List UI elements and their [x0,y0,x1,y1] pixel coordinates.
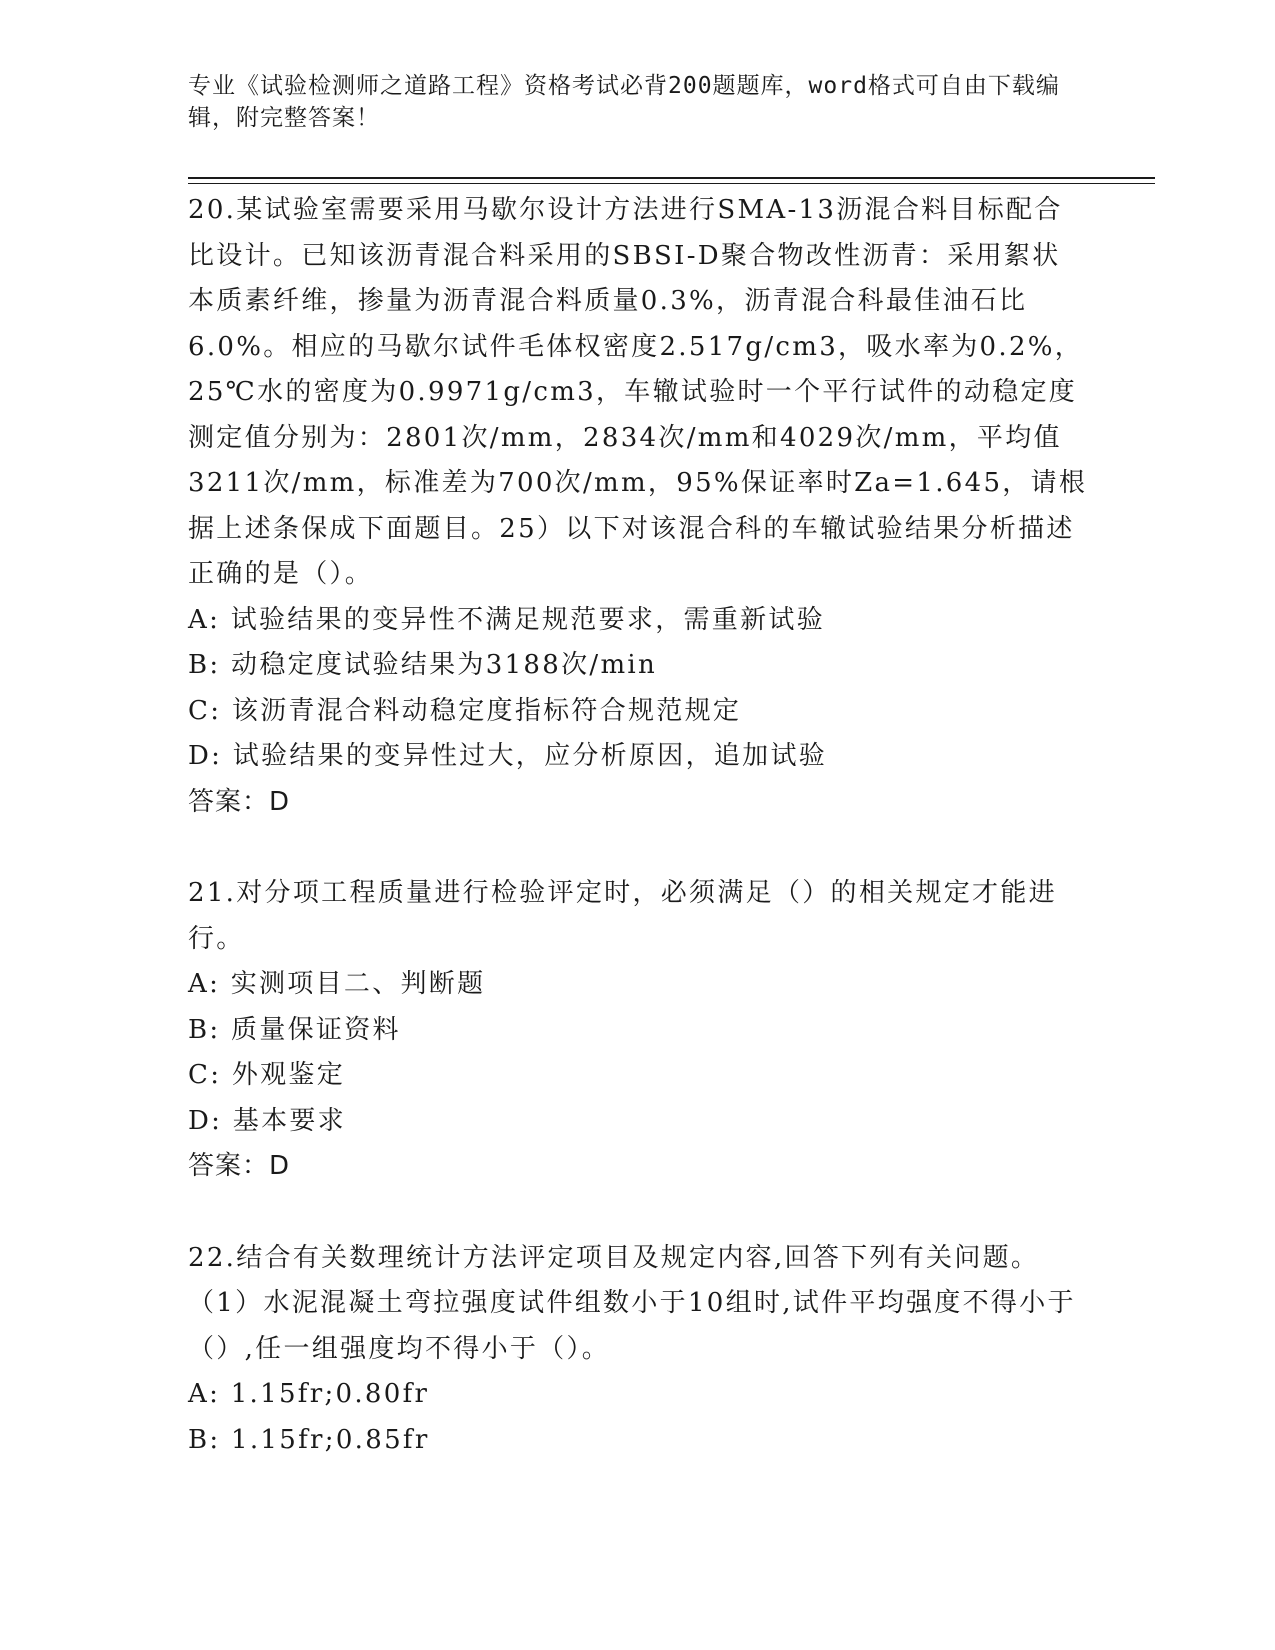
answer-line: 答案：D [188,1151,291,1181]
option-b: B: 1.15fr;0.85fr [188,1424,430,1455]
answer-line: 答案：D [188,786,291,817]
option-a: A: 实测项目二、判断题 [188,969,486,999]
question-21 [188,871,1088,1190]
option-d: D: 基本要求 [188,1105,346,1136]
option-a: A: 1.15fr;0.80fr [188,1379,430,1409]
option-b: B: 动稳定度试验结果为3188次/min [188,650,658,680]
option-c: C: 该沥青混合料动稳定度指标符合规范规定 [188,695,742,726]
header-divider-thin [188,183,1155,184]
option-c: C: 外观鉴定 [188,1060,346,1090]
option-b: B: 质量保证资料 [188,1014,401,1045]
question-stem: 20.某试验室需要采用马歇尔设计方法进行SMA-13沥混合料目标配合比设计。已知该沥青混合料采用的SBSI-D聚合物改性沥青：采用絮状本质素纤维，掺量为沥青混合料质量0.3%，沥青混合科最佳油石比6.0%。相应的马歇尔试件毛体权密度2.517g/cm3，吸水率为0.2%，25℃水的密度为0.9971g/cm3，车辙试验时一个平行试件的动稳定度测定值分别为：2801次/mm，2834次/mm和4029次/mm，平均值3211次/mm，标准差为700次/mm，95%保证率时Za=1.645，请根据上述条保成下面题目。25）以下对该混合科的车辙试验结果分析描述正确的是（）。 [188,195,1088,589]
document-header-note: 专业《试验检测师之道路工程》资格考试必背200题题库，word格式可自由下载编辑，附完整答案！ [188,73,1060,131]
question-stem: 21.对分项工程质量进行检验评定时，必须满足（）的相关规定才能进行。 [188,878,1057,954]
question-22 [188,1236,1088,1464]
question-stem: 22.结合有关数理统计方法评定项目及规定内容,回答下列有关问题。（1）水泥混凝土弯拉强度试件组数小于10组时,试件平均强度不得小于（）,任一组强度均不得小于（）。 [188,1242,1076,1364]
question-list [188,188,1088,1509]
question-20 [188,188,1088,825]
option-d: D: 试验结果的变异性过大，应分析原因，追加试验 [188,741,828,771]
option-a: A: 试验结果的变异性不满足规范要求，需重新试验 [188,604,826,635]
header-divider-thick [188,177,1155,179]
